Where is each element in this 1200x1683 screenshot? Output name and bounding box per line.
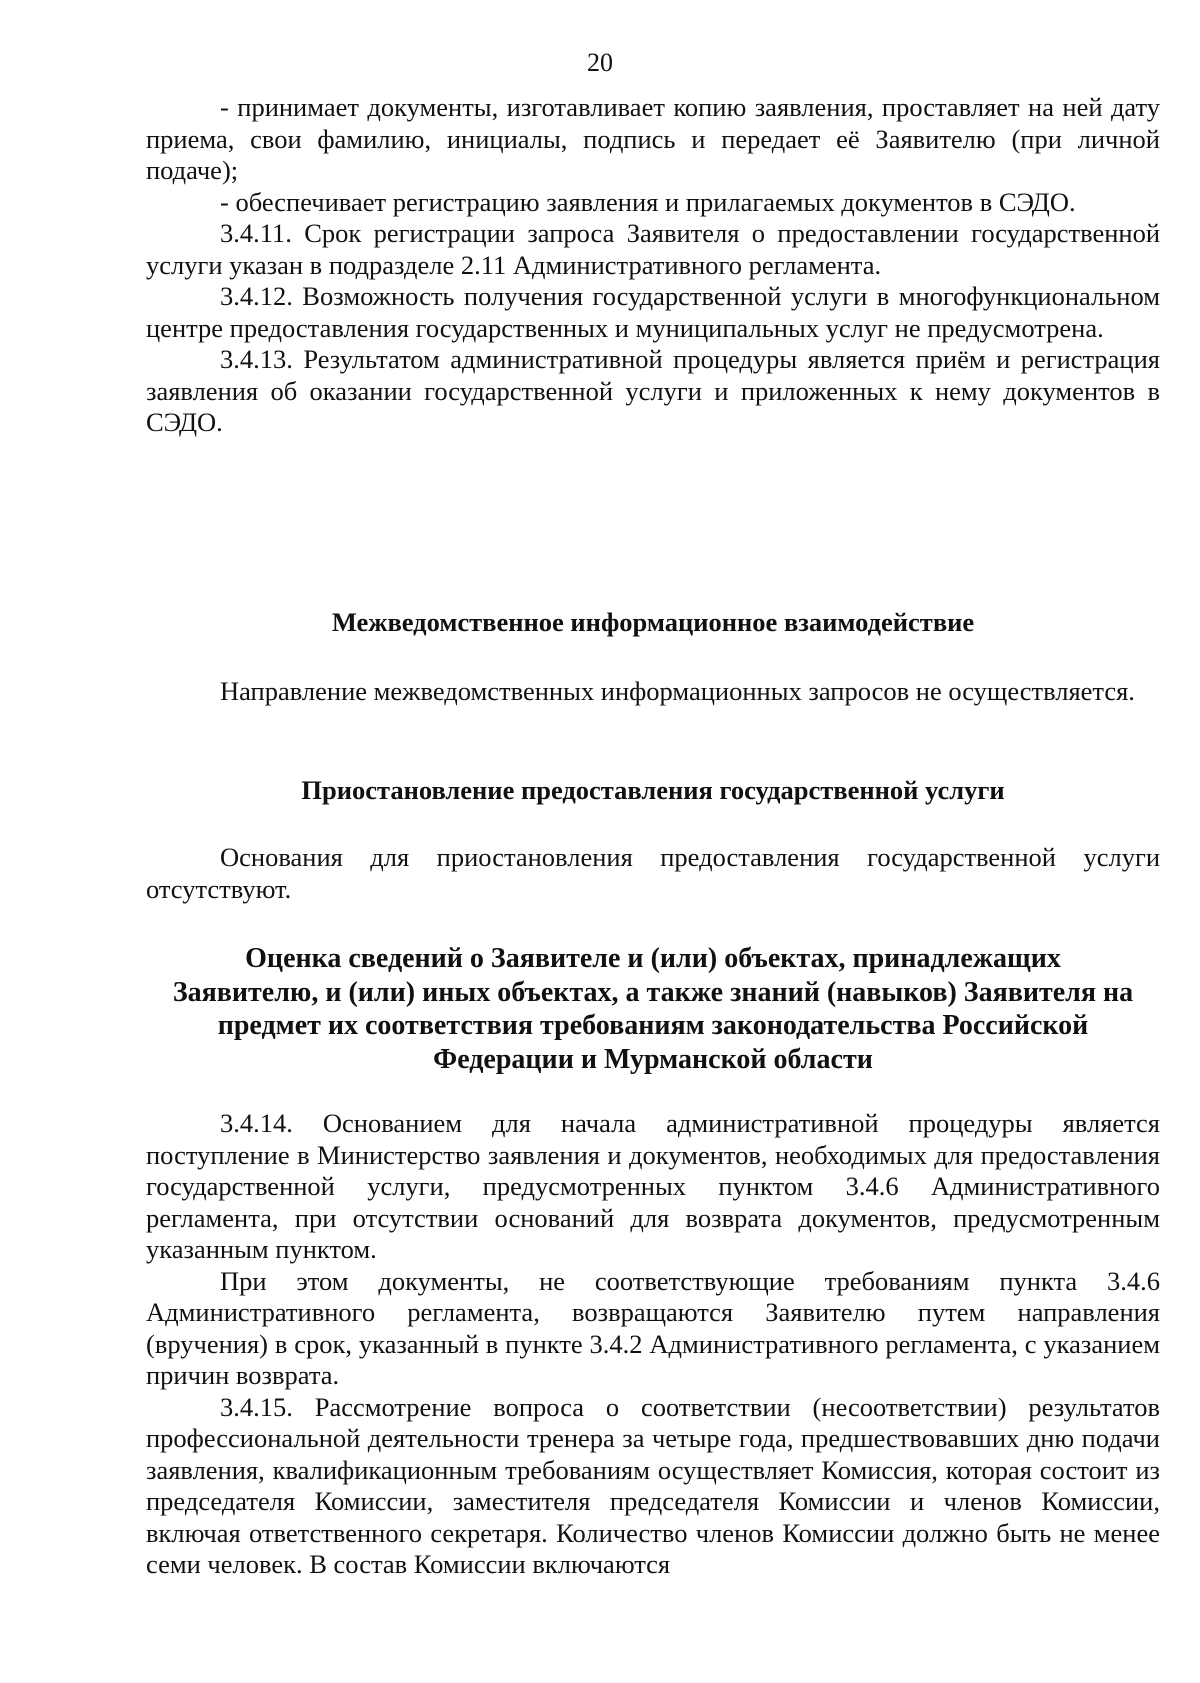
paragraph: Направление межведомственных информационных запросов не осуществляется. — [220, 676, 1135, 706]
section-heading-assessment — [146, 942, 1160, 1076]
paragraph: Основания для приостановления предоставления государственной услуги отсутствуют. — [146, 842, 1160, 904]
heading-line: Федерации и Мурманской области — [433, 1043, 873, 1075]
paragraph: - обеспечивает регистрацию заявления и прилагаемых документов в СЭДО. — [220, 186, 1076, 217]
paragraph: 3.4.13. Результатом административной процедуры является приём и регистрация заявления об оказании государственной услуги и приложенных к нему документов в СЭДО. — [146, 344, 1160, 437]
paragraph: - принимает документы, изготавливает копию заявления, проставляет на ней дату приема, свои фамилию, инициалы, подпись и передает её Заявителю (при личной подаче); — [146, 92, 1160, 185]
paragraph: 3.4.11. Срок регистрации запроса Заявителя о предоставлении государственной услуги указан в подразделе 2.11 Административного регламента. — [146, 218, 1160, 280]
paragraph: 3.4.15. Рассмотрение вопроса о соответствии (несоответствии) результатов профессиональной деятельности тренера за четыре года, предшествовавших дню подачи заявления, квалификационным требованиям осуществляет Комиссия, которая состоит из председателя Комиссии, заместителя председателя Комиссии и членов Комиссии, включая ответственного секретаря. Количество членов Комиссии должно быть не менее семи человек. В состав Комиссии включаются — [146, 1391, 1160, 1579]
section-heading-interagency: Межведомственное информационное взаимодействие — [331, 607, 975, 637]
heading-line: предмет их соответствия требованиям законодательства Российской — [217, 1010, 1089, 1041]
page-number: 20 — [587, 48, 613, 77]
text-block-suspension — [146, 842, 1160, 905]
paragraph: 3.4.12. Возможность получения государственной услуги в многофункциональном центре предоставления государственных и муниципальных услуг не предусмотрена. — [146, 281, 1160, 343]
text-block-assessment — [146, 1108, 1160, 1581]
heading-line: Заявителю, и (или) иных объектах, а также знаний (навыков) Заявителя на — [172, 976, 1134, 1008]
text-block-procedure — [146, 92, 1160, 439]
section-heading-suspension: Приостановление предоставления государственной услуги — [301, 775, 1005, 805]
paragraph: 3.4.14. Основанием для начала административной процедуры является поступление в Министерство заявления и документов, необходимых для предоставления государственной услуги, предусмотренных пунктом 3.4.6 Административного регламента, при отсутствии оснований для возврата документов, предусмотренным указанным пунктом. — [146, 1108, 1160, 1264]
text-block-interagency — [146, 676, 1160, 708]
heading-line: Оценка сведений о Заявителе и (или) объектах, принадлежащих — [245, 943, 1061, 974]
paragraph: При этом документы, не соответствующие требованиям пункта 3.4.6 Административного регламента, возвращаются Заявителю путем направления (вручения) в срок, указанный в пункте 3.4.2 Административного регламента, с указанием причин возврата. — [146, 1265, 1160, 1390]
